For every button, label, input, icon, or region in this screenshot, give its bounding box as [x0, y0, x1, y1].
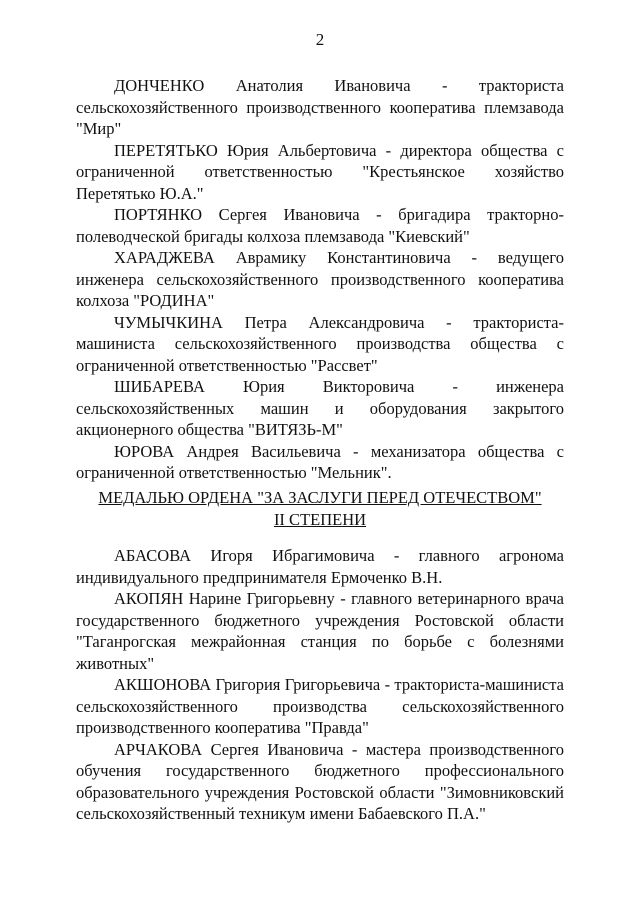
award-entry: ПЕРЕТЯТЬКО Юрия Альбертовича - директора общества с ограниченной ответственностью "Крестьянское хозяйство Перетятько Ю.А."	[76, 140, 564, 203]
award-entry: ЮРОВА Андрея Васильевича - механизатора общества с ограниченной ответственностью "Мельник".	[76, 441, 564, 482]
heading-line-2: II СТЕПЕНИ	[273, 509, 367, 529]
award-list-first	[76, 75, 564, 484]
award-entry: ПОРТЯНКО Сергея Ивановича - бригадира тракторно-полеводческой бригады колхоза племзавода "Киевский"	[76, 205, 564, 246]
award-entry: ЧУМЫЧКИНА Петра Александровича - тракториста-машиниста сельскохозяйственного производства общества с ограниченной ответственностью "Рассвет"	[76, 312, 564, 375]
award-entry: ДОНЧЕНКО Анатолия Ивановича - тракториста сельскохозяйственного производственного кооператива племзавода "Мир"	[76, 76, 564, 138]
heading-line-1: МЕДАЛЬЮ ОРДЕНА "ЗА ЗАСЛУГИ ПЕРЕД ОТЕЧЕСТВОМ"	[98, 488, 542, 507]
award-entry: АБАСОВА Игоря Ибрагимовича - главного агронома индивидуального предпринимателя Ермоченко В.Н.	[76, 546, 564, 587]
award-entry: АКОПЯН Нарине Григорьевну - главного ветеринарного врача государственного бюджетного учреждения Ростовской области "Таганрогская межрайонная станция по борьбе с болезнями животных"	[76, 589, 564, 673]
award-entry: АКШОНОВА Григория Григорьевича - тракториста-машиниста сельскохозяйственного производства сельскохозяйственного производственного кооператива "Правда"	[76, 675, 564, 737]
award-entry: ХАРАДЖЕВА Аврамику Константиновича - ведущего инженера сельскохозяйственного производственного кооператива колхоза "РОДИНА"	[76, 248, 564, 310]
award-list-second	[76, 545, 564, 825]
award-entry: АРЧАКОВА Сергея Ивановича - мастера производственного обучения государственного бюджетного профессионального образовательного учреждения Ростовской области "Зимовниковский сельскохозяйственный техникум имени Бабаевского П.А."	[76, 739, 564, 823]
page-number: 2	[315, 30, 325, 49]
award-entry: ШИБАРЕВА Юрия Викторовича - инженера сельскохозяйственных машин и оборудования закрытого акционерного общества "ВИТЯЗЬ-М"	[76, 377, 564, 439]
section-heading	[76, 487, 564, 530]
